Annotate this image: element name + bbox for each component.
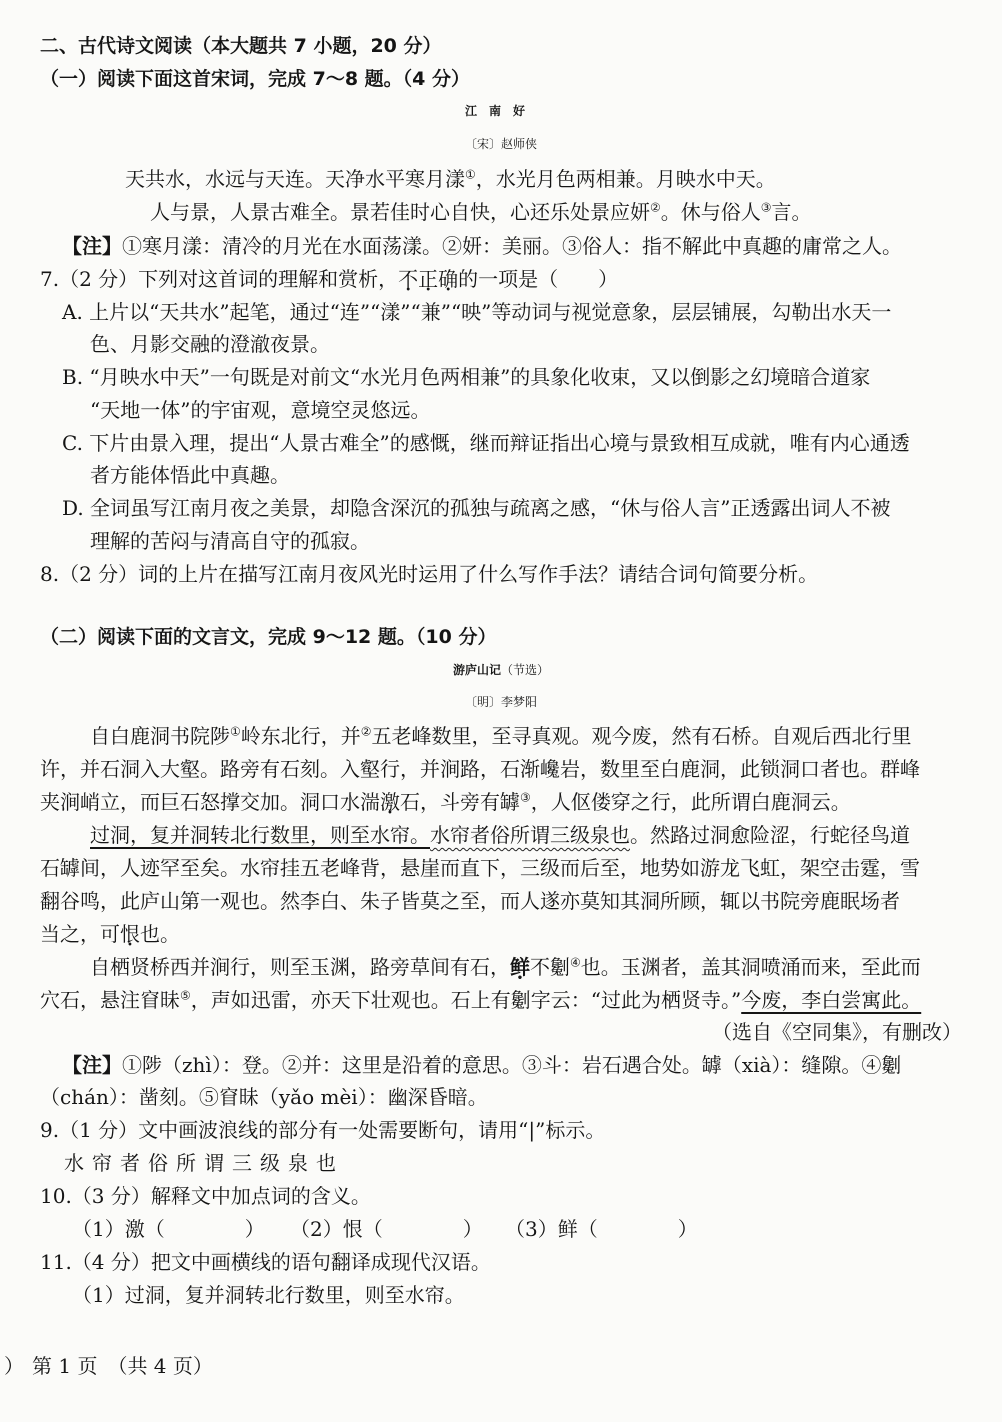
question-11: 11.（4 分）把文中画横线的语句翻译成现代汉语。 bbox=[40, 1250, 491, 1274]
prose-title-sub: （节选） bbox=[501, 663, 550, 677]
underlined-sentence: 过洞，复并洞转北行数里，则至水帘。 bbox=[90, 823, 430, 847]
text-span: 当之，可 bbox=[40, 922, 120, 946]
dotted-char: 正 bbox=[418, 267, 439, 291]
option-c-line-2: 者方能体悟此中真趣。 bbox=[90, 463, 290, 487]
prose-p2-line-4 bbox=[40, 920, 180, 948]
part2-heading: （二）阅读下面的文言文，完成 9～12 题。（10 分） bbox=[40, 626, 497, 648]
prose-p1-line-1 bbox=[90, 722, 912, 750]
question-9: 9.（1 分）文中画波浪线的部分有一处需要断句，请用“|”标示。 bbox=[40, 1118, 606, 1142]
prose-p2-line-1 bbox=[90, 821, 910, 849]
wavy-underlined-sentence: 水帘者俗所谓三级泉也 bbox=[430, 823, 630, 847]
note-marker: ① bbox=[465, 167, 476, 182]
option-b-line-1: B. “月映水中天”一句既是对前文“水光月色两相兼”的具象化收束，又以倒影之幻境暗合道家 bbox=[62, 365, 871, 389]
dotted-char: 恨 bbox=[120, 922, 140, 946]
option-d-line-2: 理解的苦闷与清高自守的孤寂。 bbox=[90, 529, 370, 553]
note-marker: ② bbox=[360, 724, 372, 739]
note-label: 【注】 bbox=[62, 1053, 122, 1077]
question-9-text: 水帘者俗所谓三级泉也 bbox=[64, 1151, 344, 1175]
section-title: 二、古代诗文阅读（本大题共 7 小题，20 分） bbox=[40, 35, 442, 57]
option-a-line-1: A. 上片以“天共水”起笔，通过“连”“漾”“兼”“映”等动词与视觉意象，层层铺展，勾勒出水天一 bbox=[62, 300, 892, 324]
prose-title-main: 游庐山记 bbox=[452, 663, 501, 677]
note-label: 【注】 bbox=[62, 234, 122, 258]
question-10-item-1: （1）激（ ） bbox=[72, 1217, 265, 1241]
prose-p3-line-2 bbox=[40, 986, 921, 1014]
text-span: 也。玉渊者，盖其洞喷涌而来，至此而 bbox=[580, 955, 921, 979]
option-b-line-2: “天地一体”的宇宙观，意境空灵悠远。 bbox=[90, 398, 431, 422]
note-marker: ④ bbox=[570, 955, 581, 970]
text-span: 自白鹿洞书院陟 bbox=[90, 724, 230, 748]
text-span: 夹涧峭立，而巨石怒撑交加。洞口水湍 bbox=[40, 790, 380, 814]
dotted-char: 确 bbox=[438, 267, 459, 291]
text-span: 。然路过洞愈险涩，行蛇径鸟道 bbox=[630, 823, 910, 847]
option-a-line-2: 色、月影交融的澄澈夜景。 bbox=[90, 332, 330, 356]
text-span: 。休与俗人 bbox=[660, 200, 761, 224]
option-d-line-1: D. 全词虽写江南月夜之美景，却隐含深沉的孤独与疏离之感，“休与俗人言”正透露出词人不被 bbox=[62, 496, 891, 520]
underlined-sentence: 今废，李白尝寓此。 bbox=[741, 988, 922, 1012]
question-11-item-1: （1）过洞，复并洞转北行数里，则至水帘。 bbox=[72, 1283, 465, 1307]
option-c-line-1: C. 下片由景入理，提出“人景古难全”的感慨，继而辩证指出心境与景致相互成就，唯有内心通透 bbox=[62, 431, 910, 455]
part1-heading: （一）阅读下面这首宋词，完成 7～8 题。（4 分） bbox=[40, 68, 471, 90]
text-span: 岭东北行，并 bbox=[240, 724, 361, 748]
question-10-item-2: （2）恨（ ） bbox=[290, 1217, 483, 1241]
text-span: 言。 bbox=[771, 200, 812, 224]
question-7 bbox=[40, 265, 618, 293]
question-8: 8.（2 分）词的上片在描写江南月夜风光时运用了什么写作手法？请结合词句简要分析。 bbox=[40, 562, 819, 586]
prose-note-line-1 bbox=[62, 1051, 901, 1079]
dotted-char: 不 bbox=[398, 267, 419, 291]
poem-line-1 bbox=[125, 165, 776, 193]
prose-p1-line-3 bbox=[40, 788, 851, 816]
footer-paren: ） bbox=[4, 1354, 24, 1378]
text-span: 穴石，悬注窅昧 bbox=[40, 988, 180, 1012]
dotted-char: 激 bbox=[380, 790, 400, 814]
note-marker: ② bbox=[650, 200, 661, 215]
poem-title: 江南好 bbox=[464, 104, 537, 118]
text-span: ，人伛偻穿之行，此所谓白鹿洞云。 bbox=[530, 790, 851, 814]
prose-p2-line-2: 石罅间，人迹罕至矣。水帘挂五老峰背，悬崖而直下，三级而后至，地势如游龙飞虹，架空击霆，雪 bbox=[40, 856, 920, 880]
note-marker: ③ bbox=[520, 790, 531, 805]
note-marker: ③ bbox=[760, 200, 772, 215]
text-span: ，声如迅雷，亦天下壮观也。石上有劖字云：“过此为栖贤寺。” bbox=[190, 988, 742, 1012]
prose-p3-line-1 bbox=[90, 953, 921, 981]
poem-line-2 bbox=[150, 198, 812, 226]
text-span: 不劖 bbox=[530, 955, 570, 979]
poem-author: 〔宋〕赵师侠 bbox=[464, 137, 537, 151]
prose-source: （选自《空同集》，有删改） bbox=[712, 1020, 962, 1044]
dotted-char: 鲜 bbox=[510, 955, 530, 979]
prose-p1-line-2: 许，并石洞入大壑。路旁有石刻。入壑行，并涧路，石渐巉岩，数里至白鹿洞，此锁洞口者也。群峰 bbox=[40, 757, 920, 781]
prose-p2-line-3: 翻谷鸣，此庐山第一观也。然李白、朱子皆莫之至，而人遂亦莫知其洞所顾，辄以书院旁鹿眠场者 bbox=[40, 889, 900, 913]
text-span: 7.（2 分）下列对这首词的理解和赏析， bbox=[40, 267, 399, 291]
prose-author: 〔明〕李梦阳 bbox=[464, 695, 537, 709]
text-span: 的一项是（ ） bbox=[458, 267, 619, 291]
text-span: 自栖贤桥西并涧行，则至玉渊，路旁草间有石， bbox=[90, 955, 510, 979]
note-text: ①陟（zhì）：登。②并：这里是沿着的意思。③斗：岩石遇合处。罅（xià）：缝隙。④劖 bbox=[122, 1053, 902, 1077]
note-marker: ⑤ bbox=[180, 988, 191, 1003]
question-10-item-3: （3）鲜（ ） bbox=[505, 1217, 698, 1241]
page-number: 第 1 页 （共 4 页） bbox=[32, 1354, 213, 1378]
note-text: ①寒月漾：清冷的月光在水面荡漾。②妍：美丽。③俗人：指不解此中真趣的庸常之人。 bbox=[122, 234, 902, 258]
prose-note-line-2: （chán）：凿刻。⑤窅昧（yǎo mèi）：幽深昏暗。 bbox=[40, 1085, 488, 1109]
text-span: 五老峰数里，至寻真观。观今废，然有石桥。自观后西北行里 bbox=[371, 724, 912, 748]
text-span: 也。 bbox=[140, 922, 180, 946]
note-marker: ① bbox=[230, 724, 241, 739]
poem-note bbox=[62, 232, 902, 260]
text-span: ，水光月色两相兼。月映水中天。 bbox=[475, 167, 776, 191]
text-span: 石，斗旁有罅 bbox=[400, 790, 520, 814]
question-10: 10.（3 分）解释文中加点词的含义。 bbox=[40, 1184, 371, 1208]
prose-title bbox=[0, 656, 1002, 684]
text-span: 天共水，水远与天连。天净水平寒月漾 bbox=[125, 167, 465, 191]
text-span: 人与景，人景古难全。景若佳时心自快，心还乐处景应妍 bbox=[150, 200, 650, 224]
